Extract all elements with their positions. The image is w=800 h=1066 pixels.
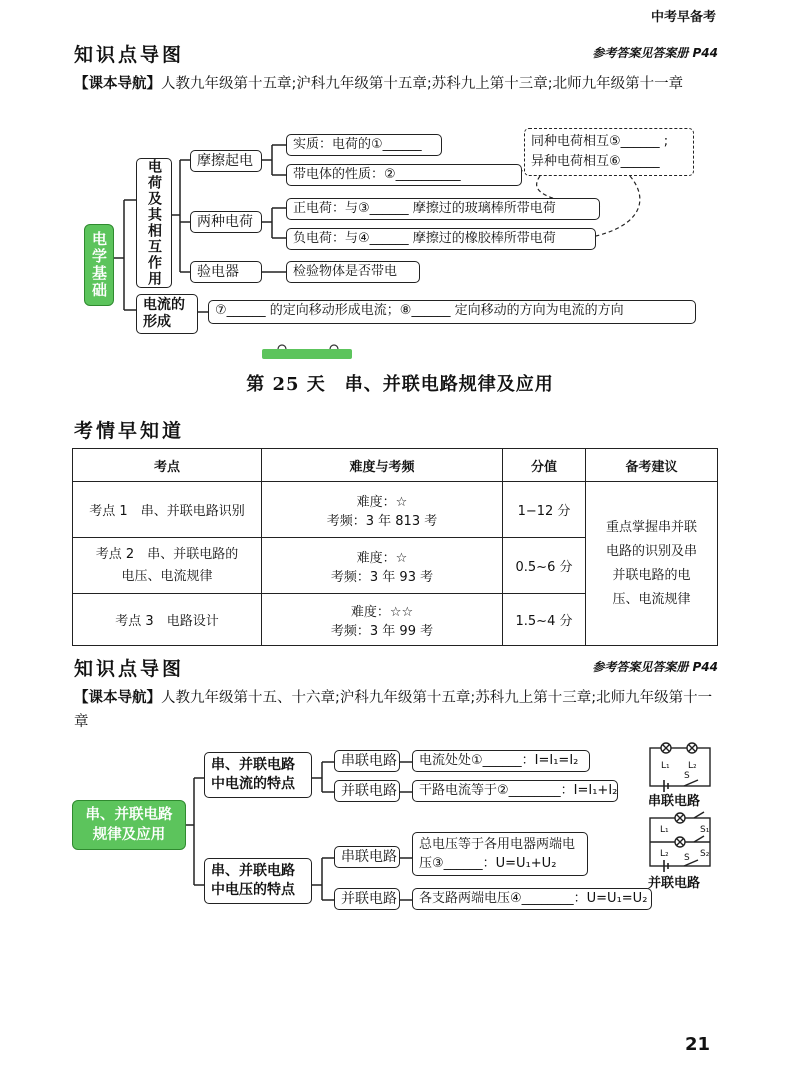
node-series-voltage: 串联电路	[334, 846, 400, 868]
node-electroscope: 验电器	[190, 261, 262, 283]
header-label: 中考早备考	[650, 10, 716, 25]
leaf-positive-charge: 正电荷：与③______ 摩擦过的玻璃棒所带电荷	[286, 198, 600, 220]
freq-text: 考频：3 年 813 考	[326, 513, 438, 529]
note-diff-charge: 异种电荷相互⑥______	[531, 154, 660, 169]
cell-advice: 重点掌握串并联电路的识别及串并联电路的电压、电流规律	[586, 482, 718, 646]
cell-score: 0.5~6 分	[503, 538, 586, 594]
freq-text: 考频：3 年 99 考	[330, 623, 434, 639]
answer-ref: 参考答案见答案册 P44	[592, 46, 718, 60]
label-l1: L₁	[661, 761, 670, 771]
th-advice: 备考建议	[586, 449, 718, 482]
label-s2: S₂	[700, 849, 710, 859]
difficulty-text: 难度：☆	[356, 550, 408, 566]
day-title: 第 25 天 串、并联电路规律及应用	[246, 374, 554, 395]
leaf-series-current: 电流处处①______：I=I₁=I₂	[412, 750, 590, 772]
th-difficulty: 难度与考频	[262, 449, 503, 482]
section-title-exam: 考情早知道	[74, 420, 185, 442]
section-title-2: 知识点导图	[74, 658, 185, 680]
leaf-series-voltage: 总电压等于各用电器两端电压③______：U=U₁+U₂	[412, 832, 588, 876]
node-two-charges: 两种电荷	[190, 211, 262, 233]
cell-point: 考点 2 串、并联电路的电压、电流规律	[73, 538, 262, 594]
leaf-parallel-voltage: 各支路两端电压④________：U=U₁=U₂	[412, 888, 652, 910]
nav-text: 人教九年级第十五章;沪科九年级第十五章;苏科九上第十三章;北师九年级第十一章	[161, 76, 684, 92]
cell-point: 考点 1 串、并联电路识别	[73, 482, 262, 538]
nav-label-2: 【课本导航】	[74, 690, 161, 706]
node-parallel-current: 并联电路	[334, 780, 400, 802]
th-point: 考点	[73, 449, 262, 482]
leaf-current-formation: ⑦______ 的定向移动形成电流；⑧______ 定向移动的方向为电流的方向	[208, 300, 696, 324]
node-voltage-features: 串、并联电路中电压的特点	[204, 858, 312, 904]
leaf-detect: 检验物体是否带电	[286, 261, 420, 283]
parallel-circuit-label: 并联电路	[648, 876, 701, 891]
label-s: S	[684, 771, 690, 781]
cell-score: 1.5~4 分	[503, 594, 586, 646]
label-s-p: S	[684, 853, 690, 863]
answer-ref-2: 参考答案见答案册 P44	[592, 660, 718, 674]
series-circuit-label: 串联电路	[648, 794, 701, 809]
difficulty-text: 难度：☆☆	[350, 604, 414, 620]
branch-current-formation: 电流的形成	[136, 294, 198, 334]
section-title: 知识点导图	[74, 44, 185, 66]
switch-icon	[694, 836, 704, 842]
label-l2-p: L₂	[660, 849, 669, 859]
node-current-features: 串、并联电路中电流的特点	[204, 752, 312, 798]
cell-point: 考点 3 电路设计	[73, 594, 262, 646]
cell-score: 1−12 分	[503, 482, 586, 538]
nav-label: 【课本导航】	[74, 76, 161, 92]
note-same-charge: 同种电荷相互⑤______ ;	[531, 134, 669, 149]
label-s1: S₁	[700, 825, 710, 835]
label-l1-p: L₁	[660, 825, 669, 835]
node-parallel-voltage: 并联电路	[334, 888, 400, 910]
freq-text: 考频：3 年 93 考	[330, 569, 434, 585]
root-electricity-basics: 电学基础	[84, 224, 114, 306]
leaf-parallel-current: 干路电流等于②________：I=I₁+I₂	[412, 780, 618, 802]
leaf-nature: 实质：电荷的①______	[286, 134, 442, 156]
root-series-parallel: 串、并联电路规律及应用	[72, 800, 186, 850]
branch-charges-interaction: 电荷及其相互作用	[136, 158, 172, 288]
nav-text-2: 人教九年级第十五、十六章;沪科九年级第十五章;苏科九上第十三章;北师九年级第十一章	[74, 690, 713, 730]
node-series-current: 串联电路	[334, 750, 400, 772]
node-friction: 摩擦起电	[190, 150, 262, 172]
th-score: 分值	[503, 449, 586, 482]
leaf-negative-charge: 负电荷：与④______ 摩擦过的橡胶棒所带电荷	[286, 228, 596, 250]
series-circuit-wire	[650, 748, 710, 786]
leaf-property: 带电体的性质：②__________	[286, 164, 522, 186]
difficulty-text: 难度：☆	[356, 494, 408, 510]
page-number: 21	[684, 1034, 710, 1055]
label-l2: L₂	[688, 761, 697, 771]
switch-icon	[694, 812, 704, 818]
